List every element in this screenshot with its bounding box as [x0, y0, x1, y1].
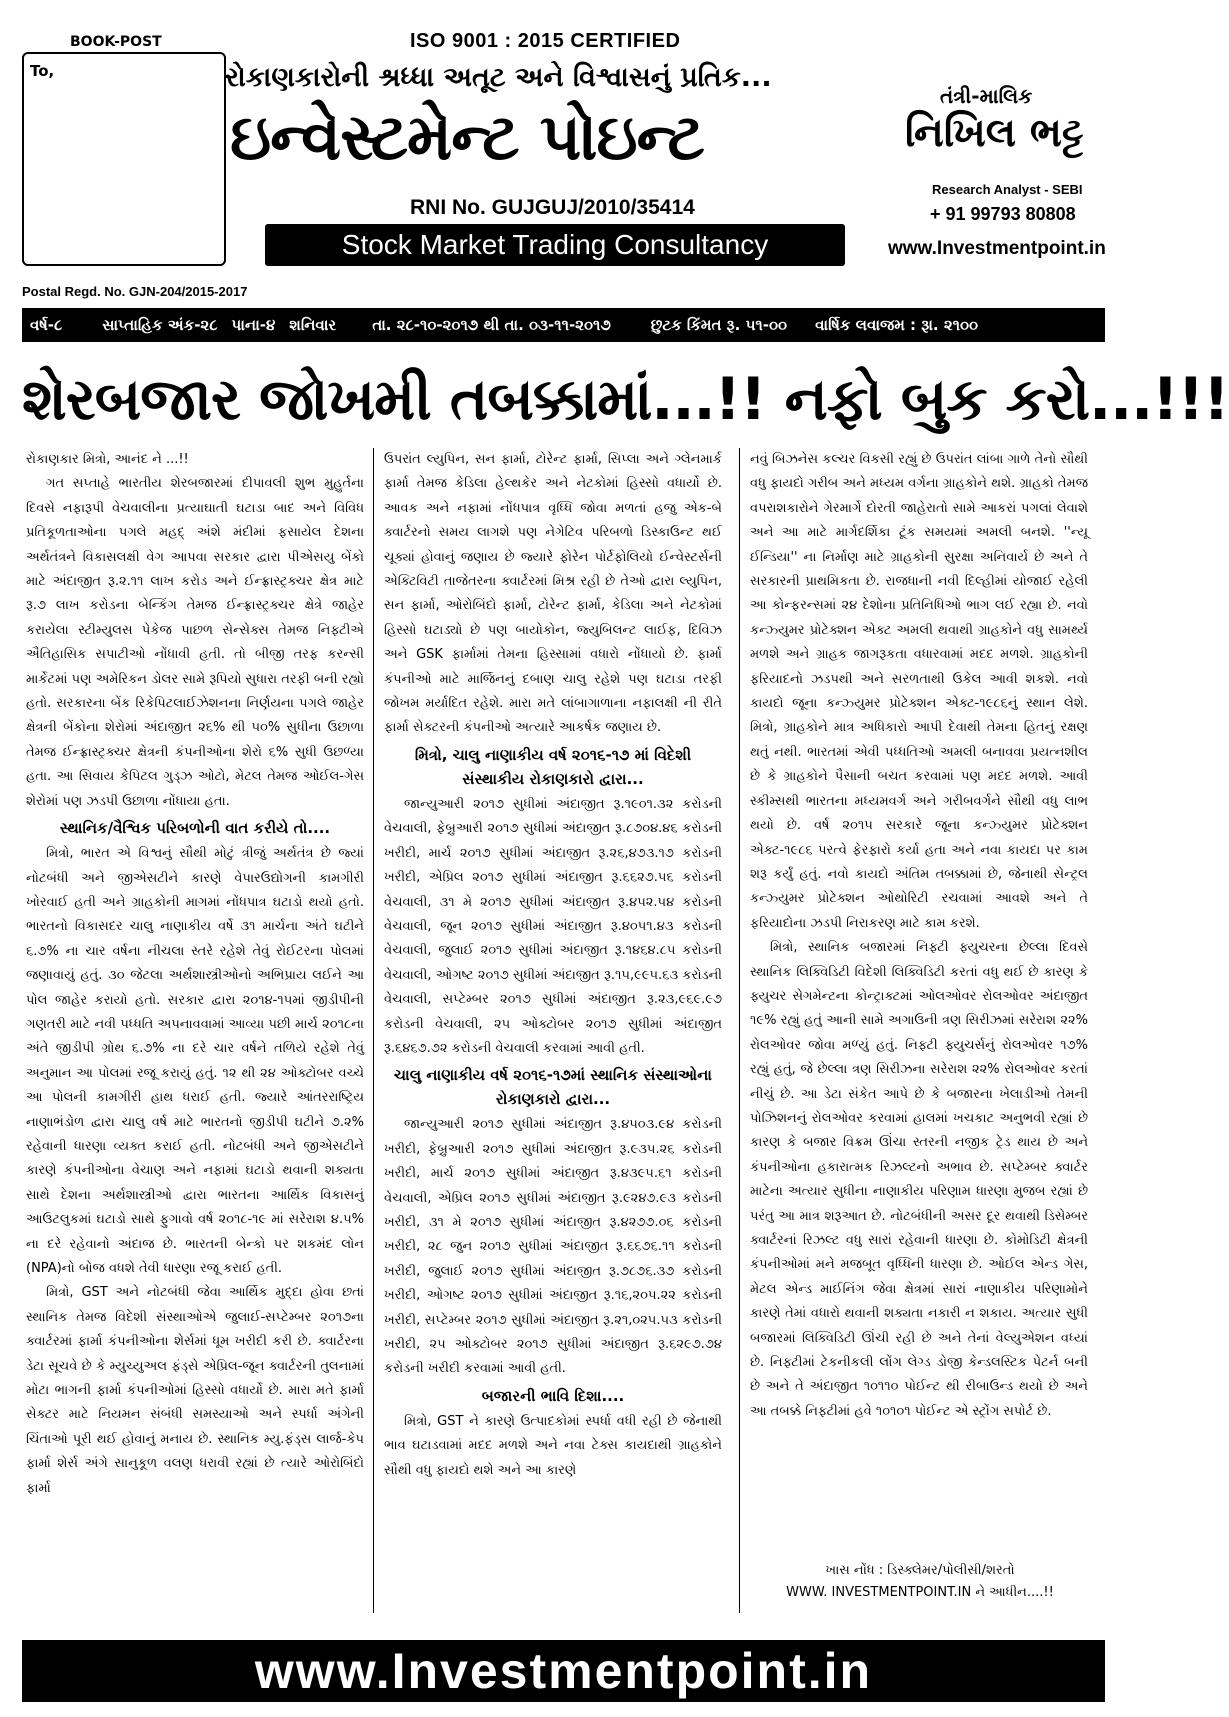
issue-price: છુટક કિંમત રૂ. ૫૧-૦૦ — [650, 316, 788, 334]
address-box — [22, 52, 226, 266]
column-divider — [373, 448, 374, 1613]
paragraph: ઉપરાંત લ્યુપિન, સન ફાર્મા, ટોરેન્ટ ફાર્મા, સિપ્લા અને ગ્લેનમાર્ક ફાર્મા તેમજ કેડિલા હેલ્થકેર અને નેટકોમાં હિસ્સો વધાર્યો છે. આવક અને નફામાં નોંધપાત્ર વૃધ્ધિ જોવા મળતાં હજુ એક-બે ક્વાર્ટરનો સમય લાગશે પણ નેગેટિવ પરિબળો ડિસ્કાઉન્ટ થઈ ચૂક્યાં હોવાનું જણાય છે જ્યારે ફોરેન પોર્ટફોલિયો ઈન્વેસ્ટર્સની એક્ટિવિટી તાજેતરના ક્વાર્ટરમાં મિશ્ર રહી છે તેઓ દ્વારા લ્યુપિન, સન ફાર્મા, ઓરોબિંદો ફાર્મા, ટોરેન્ટ ફાર્મા, કેડિલા અને નેટકોમાં હિસ્સો ઘટાડ્યો છે પણ બાયોકોન, જ્યુબિલન્ટ લાઈફ, દિવિઝ અને GSK ફાર્મામાં તેમના હિસ્સામાં વધારો નોંધાયો છે. ફાર્મા કંપનીઓ માટે માર્જિનનું દબાણ ચાલુ રહેશે પણ ઘટાડા તરફી જોખમ મર્યાદિત રહેશે. મારા મતે લાંબાગાળાના નફાલક્ષી ની રીતે ફાર્મા સેક્ટરની કંપનીઓ અત્યારે આકર્ષક જણાય છે. — [384, 452, 722, 736]
main-headline: શેરબજાર જોખમી તબક્કામાં...!! નફો બુક કરો...!!! — [22, 365, 1229, 433]
paragraph: મિત્રો, ભારત એ વિશ્વનું સૌથી મોટું ત્રીજું અર્થતંત્ર છે જ્યાં નોટબંધી અને જીએસટીને કારણે વેપારઉદ્યોગની કામગીરી ખોરવાઈ હતી અને ગ્રાહકોની માગમાં નોંધપાત્ર ઘટાડો થયો હતો. ભારતનો વિકાસદર ચાલુ નાણાકીય વર્ષે ૩૧ માર્ચના અંતે ઘટીને ૬.૭% ના ચાર વર્ષના નીચલા સ્તરે રહેશે તેવું રોઈટરના પોલમાં જણાવાયું હતું. ૩૦ જેટલા અર્થશાસ્ત્રીઓનો અભિપ્રાય લઈને આ પોલ જાહેર કરાયો હતો. સરકાર દ્વારા ૨૦૧૪-૧૫માં જીડીપીની ગણતરી માટે નવી પધ્ધતિ અપનાવવામાં આવ્યા પછી માર્ચ ૨૦૧૮ના અંતે જીડીપી ગ્રોથ ૬.૭% ના દરે ચાર વર્ષને તળિયે રહેશે તેવું અનુમાન આ પોલમાં રજૂ કરાયું હતું. ૧૨ થી ૨૪ ઓક્ટોબર વચ્ચે આ પોલની કામગીરી હાથ ધરાઈ હતી. જ્યારે આંતરરાષ્ટ્રિય નાણાભંડોળ દ્વારા ચાલુ વર્ષ માટે ભારતનો જીડીપી ઘટીને ૭.૨% રહેવાની ધારણા વ્યક્ત કરાઈ હતી. નોટબંધી અને જીએસટીને કારણે કંપનીઓના વેચાણ અને નફામાં ઘટાડો થવાની શક્યતા સાથે દેશના અર્થશાસ્ત્રીઓ દ્વારા ભારતના આર્થિક વિકાસનું આઉટલુકમાં ઘટાડો સાથે ફુગાવો વર્ષ ૨૦૧૮-૧૯ માં સરેરાશ ૪.૫% ના દરે રહેવાનો અંદાજ છે. ભારતની બેન્કો પર શકમંદ લોન (NPA)નો બોજ વધશે તેવી ધારણા રજૂ કરાઈ હતી. — [26, 846, 364, 1276]
paragraph: મિત્રો, GST ને કારણે ઉત્પાદકોમાં સ્પર્ધા વધી રહી છે જેનાથી ભાવ ઘટાડવામાં મદદ મળશે અને નવા ટેક્સ કાયદાથી ગ્રાહકોને સૌથી વધુ ફાયદો થશે અને આ કારણે — [384, 1413, 722, 1478]
phone-number: + 91 99793 80808 — [930, 204, 1076, 224]
disclaimer-website: WWW. INVESTMENTPOINT.IN ને આધીન....!! — [786, 1585, 1054, 1600]
paragraph: નવું બિઝનેસ કલ્ચર વિકસી રહ્યું છે ઉપરાંત લાંબા ગાળે તેનો સૌથી વધુ ફાયદો ગરીબ અને મધ્યમ વર્ગના ગ્રાહકોને થશે. ગ્રાહકો તેમજ વપરાશકારોને ગેરમાર્ગે દોરતી જાહેરાતો સામે આકરાં પગલાં લેવાશે અને આ માટે માર્ગદર્શિકા ટૂંક સમયમાં અમલી બનશે. ''ન્યૂ ઈન્ડિયા'' ના નિર્માણ માટે ગ્રાહકોની સુરક્ષા અનિવાર્ય છે અને તે સરકારની પ્રાથમિકતા છે. રાજધાની નવી દિલ્હીમાં યોજાઈ રહેલી આ કોન્ફરન્સમાં ૨૪ દેશોના પ્રતિનિધિઓ ભાગ લઈ રહ્યા છે. નવો કન્ઝ્યુમર પ્રોટેક્શન એક્ટ અમલી થવાથી ગ્રાહકોને વધુ સામર્થ્ય મળશે અને ગ્રાહક જાગરૂકતા વધારવામાં મદદ મળશે. ગ્રાહકોની ફરિયાદનો ઝડપથી અને સરળતાથી ઉકેલ આવી શકશે. નવો કાયદો જૂના કન્ઝ્યુમર પ્રોટેક્શન એક્ટ-૧૯૮૬નું સ્થાન લેશે. મિત્રો, ગ્રાહકોને માત્ર અધિકારો આપી દેવાથી તેમના હિતનું રક્ષણ થતું નથી. ભારતમાં એવી પધ્ધતિઓ અમલી બનાવવા પ્રયત્નશીલ છે કે ગ્રાહકોને પૈસાની બચત કરવામાં પણ મદદ મળશે. આવી સ્કીમ્સથી ભારતના મધ્યમવર્ગ અને ગરીબવર્ગને સૌથી વધુ લાભ થયો છે. વર્ષ ૨૦૧૫ સરકારે જૂના કન્ઝ્યુમર પ્રોટેક્શન એક્ટ-૧૯૮૬ પરત્વે ફેરફારો કર્યા હતા અને નવા કાયદા પર કામ શરૂ કર્યું હતું. નવો કાયદો અંતિમ તબક્કામાં છે, જેનાથી સેન્ટ્રલ કન્ઝ્યુમર પ્રોટેક્શન ઓથોરિટી રચવામાં આવશે અને તે ફરિયાદોના ઝડપી નિરાકરણ માટે કામ કરશે. — [750, 452, 1088, 931]
article-column-3 — [750, 448, 1088, 1553]
book-post-label: BOOK-POST — [70, 34, 162, 50]
analyst-label: Research Analyst - SEBI — [932, 182, 1083, 197]
issue-number: સાપ્તાહિક અંક-૨૮ — [102, 316, 218, 334]
issue-info-bar — [22, 308, 1105, 342]
paragraph: મિત્રો, સ્થાનિક બજારમાં નિફ્ટી ફ્યુચરના છેલ્લા દિવસે સ્થાનિક લિક્વિડિટી વિદેશી લિક્વિડિટી કરતાં વધુ થઈ છે કારણ કે ફ્યુચર સેગમેન્ટના કોન્ટ્રાક્ટમાં ઓલઓવર રોલઓવર અંદાજીત ૧૯% રહ્યું હતું આની સામે અગાઉની ત્રણ સિરીઝમાં સરેરાશ ૨૨% રોલઓવર જોવા મળ્યું હતું. નિફ્ટી ફ્યુચર્સનું રોલઓવર ૧૭% રહ્યું હતું, જે છેલ્લા ત્રણ સિરીઝના સરેરાશ ૨૨% રોલઓવર કરતાં નીચું છે. આ ડેટા સંકેત આપે છે કે બજારના ખેલાડીઓ તેમની પોઝિશનનું રોલઓવર કરવામાં હાલમાં ખચકાટ અનુભવી રહ્યાં છે કારણ કે બજાર વિક્રમ ઊંચા સ્તરની નજીક ટ્રેડ થાય છે અને કંપનીઓના હકારાત્મક રિઝલ્ટનો અભાવ છે. સપ્ટેમ્બર ક્વાર્ટર માટેના અત્યાર સુધીના નાણાકીય પરિણામ ધારણા મુજબ રહ્યાં છે પરંતુ આ માત્ર શરૂઆત છે. નોટબંધીની અસર દૂર થવાથી ડિસેમ્બર ક્વાર્ટરનાં રિઝલ્ટ વધુ સારાં રહેવાની ધારણા છે. કોમોડિટી ક્ષેત્રની કંપનીઓમાં મને મજબૂત વૃધ્ધિની ધારણા છે. ઓઈલ એન્ડ ગેસ, મેટલ એન્ડ માઈનિંગ જેવા ક્ષેત્રમાં સારાં નાણાકીય પરિણામોને કારણે તેમાં વધારો થવાની શક્યતા નકારી ન શકાય. અત્યાર સુધી બજારમાં લિક્વિડિટી ઊંચી રહી છે અને તેનાં વેલ્યુએશન વધ્યાં છે. નિફ્ટીમાં ટેકનીકલી લોંગ લેગ્ડ ડોજી કેન્ડલસ્ટિક પેટર્ન બની છે અને તે અંદાજીત ૧૦૧૧૦ પોઈન્ટ થી રીબાઉન્ડ થયો છે અને આ તબક્કે નિફ્ટીમાં હવે ૧૦૧૦૧ પોઈન્ટ એ સ્ટ્રોંગ સપોર્ટ છે. — [750, 940, 1088, 1419]
iso-certification: ISO 9001 : 2015 CERTIFIED — [410, 30, 681, 52]
section-heading: મિત્રો, ચાલુ નાણાકીય વર્ષ ૨૦૧૬-૧૭ માં વિદેશી સંસ્થાકીય રોકાણકારો દ્વારા... — [414, 745, 692, 788]
greeting: રોકાણકાર મિત્રો, આનંદ ને ...!! — [26, 452, 189, 467]
annual-subscription: વાર્ષિક લવાજમ : રૂા. ૨૧૦૦ — [815, 316, 979, 334]
section-heading: બજારની ભાવિ દિશા.... — [481, 1386, 625, 1405]
column-divider — [739, 448, 740, 1613]
section-heading: ચાલુ નાણાકીય વર્ષ ૨૦૧૬-૧૭માં સ્થાનિક સંસ્થાઓના રોકાણકારો દ્વારા... — [394, 1066, 712, 1109]
issue-day: શનિવાર — [289, 316, 337, 334]
paragraph: ગત સપ્તાહે ભારતીય શેરબજારમાં દીપાવલી શુભ મુહુર્તના દિવસે નફારૂપી વેચવાલીના પ્રત્યાઘાતી ઘટાડા બાદ અને વિવિધ પ્રતિકૂળતાઓના પગલે મહદ્ અંશે મંદીમાં ફસાયેલ દેશના અર્થતંત્રને વિકાસલક્ષી વેગ આપવા સરકાર દ્વારા પીએસયુ બેંકો માટે અંદાજીત રૂ.૨.૧૧ લાખ કરોડ અને ઈન્ફ્રાસ્ટ્રક્ચર ક્ષેત્ર માટે રૂ.૭ લાખ કરોડના બેન્કિંગ તેમજ ઈન્ફ્રાસ્ટ્રક્ચર ક્ષેત્રે જાહેર કરાયેલા સ્ટીમ્યુલસ પેકેજ પાછળ સેન્સેક્સ તેમજ નિફ્ટીએ ઐતિહાસિક સપાટીઓ નોંધાવી હતી. તો બીજી તરફ કરન્સી માર્કેટમાં પણ અમેરિકન ડોલર સામે રૂપિયો સુધારા તરફી બની રહ્યો હતો. સરકારના બેંક રિકેપિટલાઈઝેશનના નિર્ણયના પગલે જાહેર ક્ષેત્રની બેંકોના શેરોમાં અંદાજીત ૨૬% થી ૫૦% સુધીના ઉછાળા તેમજ ઈન્ફ્રાસ્ટ્રક્ચર ક્ષેત્રની કંપનીઓના શેરો ૬% સુધી ઉછળ્યા હતા. આ સિવાય કેપિટલ ગુડ્ઝ ઓટો, મેટલ તેમજ ઓઈલ-ગેસ શેરોમાં પણ ઝડપી ઉછાળા નોંધાયા હતા. — [26, 476, 364, 809]
tagline: રોકાણકારોની શ્રધ્ધા અતૂટ અને વિશ્વાસનું પ્રતિક... — [225, 62, 772, 93]
website-link[interactable]: www.Investmentpoint.in — [888, 238, 1106, 259]
section-heading: સ્થાનિક/વૈશ્વિક પરિબળોની વાત કરીયે તો.... — [59, 819, 331, 838]
editor-name: નિખિલ ભટ્ટ — [905, 110, 1084, 156]
editor-title: તંત્રી-માલિક — [940, 84, 1033, 108]
paragraph: જાન્યુઆરી ૨૦૧૭ સુધીમાં અંદાજીત રૂ.૪૫૦૩.૯૪ કરોડની ખરીદી, ફેબ્રુઆરી ૨૦૧૭ સુધીમાં અંદાજીત રૂ.૯૩૫.૨૬ કરોડની ખરીદી, માર્ચ ૨૦૧૭ સુધીમાં અંદાજીત રૂ.૪૩૯૫.૬૧ કરોડની વેચવાલી, એપ્રિલ ૨૦૧૭ સુધીમાં અંદાજીત રૂ.૯૨૪૭.૯૩ કરોડની ખરીદી, ૩૧ મે ૨૦૧૭ સુધીમાં અંદાજીત રૂ.૪૨૭૭.૦૬ કરોડની ખરીદી, ૨૮ જુન ૨૦૧૭ સુધીમાં અંદાજીત રૂ.૬૬૭૬.૧૧ કરોડની ખરીદી, જુલાઈ ૨૦૧૭ સુધીમાં અંદાજીત રૂ.૭૮૭૬.૩૭ કરોડની ખરીદી, ઓગષ્ટ ૨૦૧૭ સુધીમાં અંદાજીત રૂ.૧૬,૨૦૫.૨૨ કરોડની ખરીદી, સપ્ટેમ્બર ૨૦૧૭ સુધીમાં અંદાજીત રૂ.૨૧,૦૨૫.૫૩ કરોડની ખરીદી, ૨૫ ઓક્ટોબર ૨૦૧૭ સુધીમાં અંદાજીત રૂ.૬૨૯૭.૭૪ કરોડની ખરીદી કરવામાં આવી હતી. — [384, 1117, 722, 1377]
disclaimer-note — [750, 1560, 1090, 1605]
article-column-2 — [384, 448, 722, 1608]
footer-website-banner[interactable]: www.Investmentpoint.in — [22, 1640, 1105, 1702]
disclaimer-text: ખાસ નોંધ : ડિસ્ક્લેમર/પોલીસી/શરતો — [825, 1563, 1015, 1578]
postal-registration: Postal Regd. No. GJN-204/2015-2017 — [22, 284, 248, 299]
issue-dates: તા. ૨૮-૧૦-૨૦૧૭ થી તા. ૦૩-૧૧-૨૦૧૭ — [372, 316, 611, 334]
issue-year: વર્ષ-૮ — [30, 316, 63, 334]
paragraph: જાન્યુઆરી ૨૦૧૭ સુધીમાં અંદાજીત રૂ.૧૯૦૧.૩૨ કરોડની વેચવાલી, ફેબ્રુઆરી ૨૦૧૭ સુધીમાં અંદાજીત રૂ.૮૭૦૪.૪૬ કરોડની ખરીદી, માર્ચ ૨૦૧૭ સુધીમાં અંદાજીત રૂ.૨૬,૪૭૩.૧૭ કરોડની ખરીદી, એપ્રિલ ૨૦૧૭ સુધીમાં અંદાજીત રૂ.૬૬૨૭.૫૬ કરોડની વેચવાલી, ૩૧ મે ૨૦૧૭ સુધીમાં અંદાજીત રૂ.૪૫૨.૫૪ કરોડની વેચવાલી, જૂન ૨૦૧૭ સુધીમાં અંદાજીત રૂ.૪૦૫૧.૪૩ કરોડની વેચવાલી, જુલાઈ ૨૦૧૭ સુધીમાં અંદાજીત રૂ.૧૪૬૪.૮૫ કરોડની વેચવાલી, ઓગષ્ટ ૨૦૧૭ સુધીમાં અંદાજીત રૂ.૧૫,૯૯૫.૬૩ કરોડની વેચવાલી, સપ્ટેમ્બર ૨૦૧૭ સુધીમાં અંદાજીત રૂ.૨૩,૯૬૯.૯૭ કરોડની વેચવાલી, ૨૫ ઓક્ટોબર ૨૦૧૭ સુધીમાં અંદાજીત રૂ.૬૪૬૭.૭૨ કરોડની વેચવાલી કરવામાં આવી હતી. — [384, 796, 722, 1056]
masthead-title: ઇન્વેસ્ટમેન્ટ પોઇન્ટ — [230, 101, 704, 175]
paragraph: મિત્રો, GST અને નોટબંધી જેવા આર્થિક મુદ્દા હોવા છતાં સ્થાનિક તેમજ વિદેશી સંસ્થાઓએ જુલાઈ-સપ્ટેમ્બર ૨૦૧૭ના ક્વાર્ટરમાં ફાર્મા કંપનીઓના શેર્સમાં ધૂમ ખરીદી કરી છે. ક્વાર્ટરના ડેટા સૂચવે છે કે મ્યુચ્યુઅલ ફંડ્સે એપ્રિલ-જૂન ક્વાર્ટરની તુલનામાં મોટા ભાગની ફાર્મા કંપનીઓમાં હિસ્સો વધાર્યો છે. મારા મતે ફાર્મા સેક્ટર માટે નિયમન સંબંધી સમસ્યાઓ અને સ્પર્ધા અંગેની ચિંતાઓ પૂરી થઈ હોવાનું મનાય છે. સ્થાનિક મ્યુ.ફંડ્સ લાર્જ-કેપ ફાર્મા શેર્સ અંગે સાનુકૂળ વલણ ધરાવી રહ્યાં છે ત્યારે ઓરોબિંદો ફાર્મા — [26, 1285, 364, 1496]
issue-pages: પાના-૪ — [231, 316, 276, 334]
article-column-1 — [26, 448, 364, 1608]
to-label: To, — [30, 62, 55, 80]
consultancy-banner: Stock Market Trading Consultancy — [265, 224, 845, 266]
rni-number: RNI No. GUJGUJ/2010/35414 — [410, 196, 695, 219]
